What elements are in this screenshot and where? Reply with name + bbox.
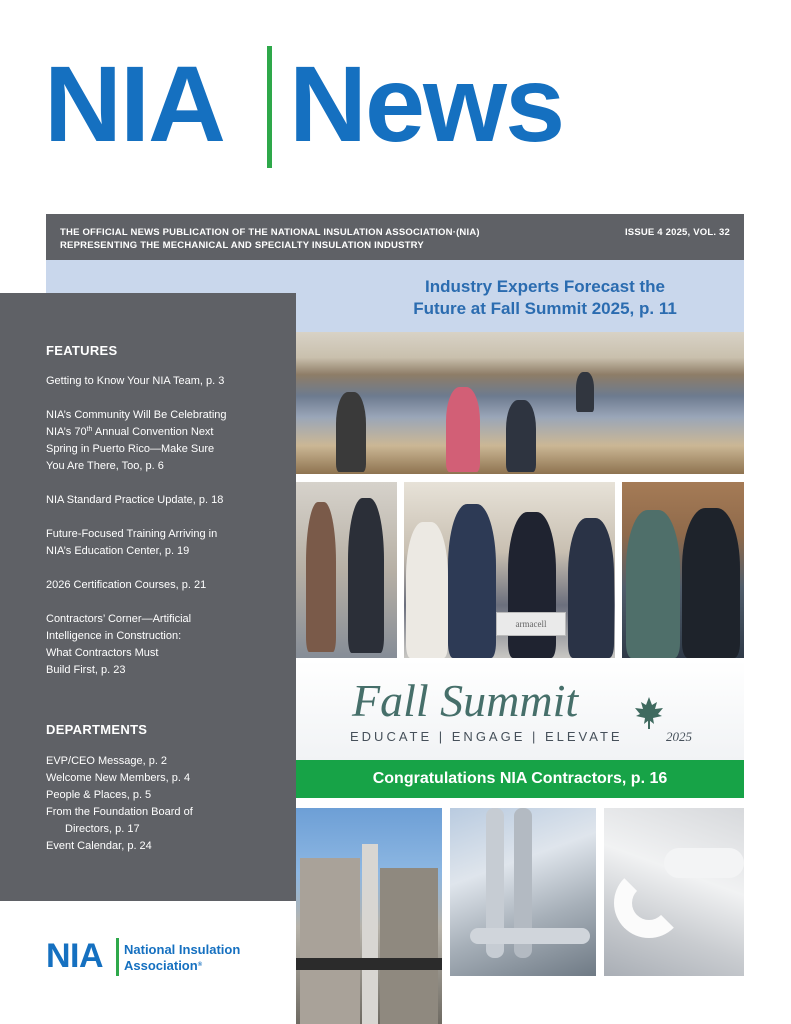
fall-summit-logo <box>296 660 744 760</box>
masthead-divider <box>267 46 272 168</box>
header-line-1: THE OFFICIAL NEWS PUBLICATION OF THE NATIONAL INSULATION ASSOCIATION·(NIA) <box>60 227 480 238</box>
summit-year: 2025 <box>666 729 692 744</box>
logo-divider <box>116 938 119 976</box>
maple-leaf-icon <box>632 696 666 730</box>
departments-list <box>46 753 276 855</box>
summit-tagline: EDUCATE | ENGAGE | ELEVATE <box>350 729 623 744</box>
two-men-photo <box>296 482 397 658</box>
insulated-pipes-photo-2 <box>604 808 744 976</box>
department-item-continued[interactable]: Directors, p. 17 <box>65 823 140 835</box>
feature-item[interactable]: Contractors’ Corner—Artificial Intelligence in Construction: What Contractors Must Build First, p. 23 <box>46 613 192 676</box>
nia-footer-logo <box>46 936 286 980</box>
features-list <box>46 373 276 696</box>
headline-line-2: Future at Fall Summit 2025, p. 11 <box>413 299 677 318</box>
feature-item[interactable]: NIA Standard Practice Update, p. 18 <box>46 494 224 506</box>
masthead-nia: NIA <box>44 43 224 164</box>
issue-label: ISSUE 4 2025, VOL. 32 <box>624 227 730 238</box>
feature-item[interactable]: 2026 Certification Courses, p. 21 <box>46 579 207 591</box>
cover-headline[interactable] <box>346 276 744 320</box>
department-item[interactable]: Event Calendar, p. 24 <box>46 840 152 852</box>
department-item[interactable]: People & Places, p. 5 <box>46 789 152 801</box>
logo-abbr: NIA <box>46 937 104 975</box>
headline-line-1: Industry Experts Forecast the <box>425 277 665 296</box>
feature-item[interactable]: NIA’s Community Will Be Celebrating NIA’s 70th Annual Convention Next Spring in Puerto Rico—Make Sure You Are There, Too, p. 6 <box>46 409 227 472</box>
features-title: FEATURES <box>46 343 118 358</box>
group-photo <box>404 482 615 658</box>
power-plant-photo <box>296 808 442 1024</box>
department-item[interactable]: EVP/CEO Message, p. 2 <box>46 755 168 767</box>
department-item[interactable]: Welcome New Members, p. 4 <box>46 772 191 784</box>
masthead <box>44 44 604 168</box>
logo-text: National Insulation Association® <box>124 942 241 973</box>
summit-title: Fall Summit <box>352 675 579 726</box>
insulated-pipes-photo-1 <box>450 808 596 976</box>
contractors-banner[interactable]: Congratulations NIA Contractors, p. 16 <box>296 760 744 798</box>
masthead-news: News <box>289 43 564 164</box>
header-band <box>46 214 744 260</box>
armacell-sign: armacell <box>496 612 566 636</box>
header-line-2: REPRESENTING THE MECHANICAL AND SPECIALTY INSULATION INDUSTRY <box>60 240 424 251</box>
feature-item[interactable]: Future-Focused Training Arriving in NIA’s Education Center, p. 19 <box>46 528 218 557</box>
feature-item[interactable]: Getting to Know Your NIA Team, p. 3 <box>46 375 225 387</box>
department-item[interactable]: From the Foundation Board of <box>46 806 193 818</box>
departments-title: DEPARTMENTS <box>46 722 148 737</box>
conference-room-photo <box>296 332 744 474</box>
contents-sidebar <box>0 293 296 901</box>
two-attendees-photo <box>622 482 744 658</box>
